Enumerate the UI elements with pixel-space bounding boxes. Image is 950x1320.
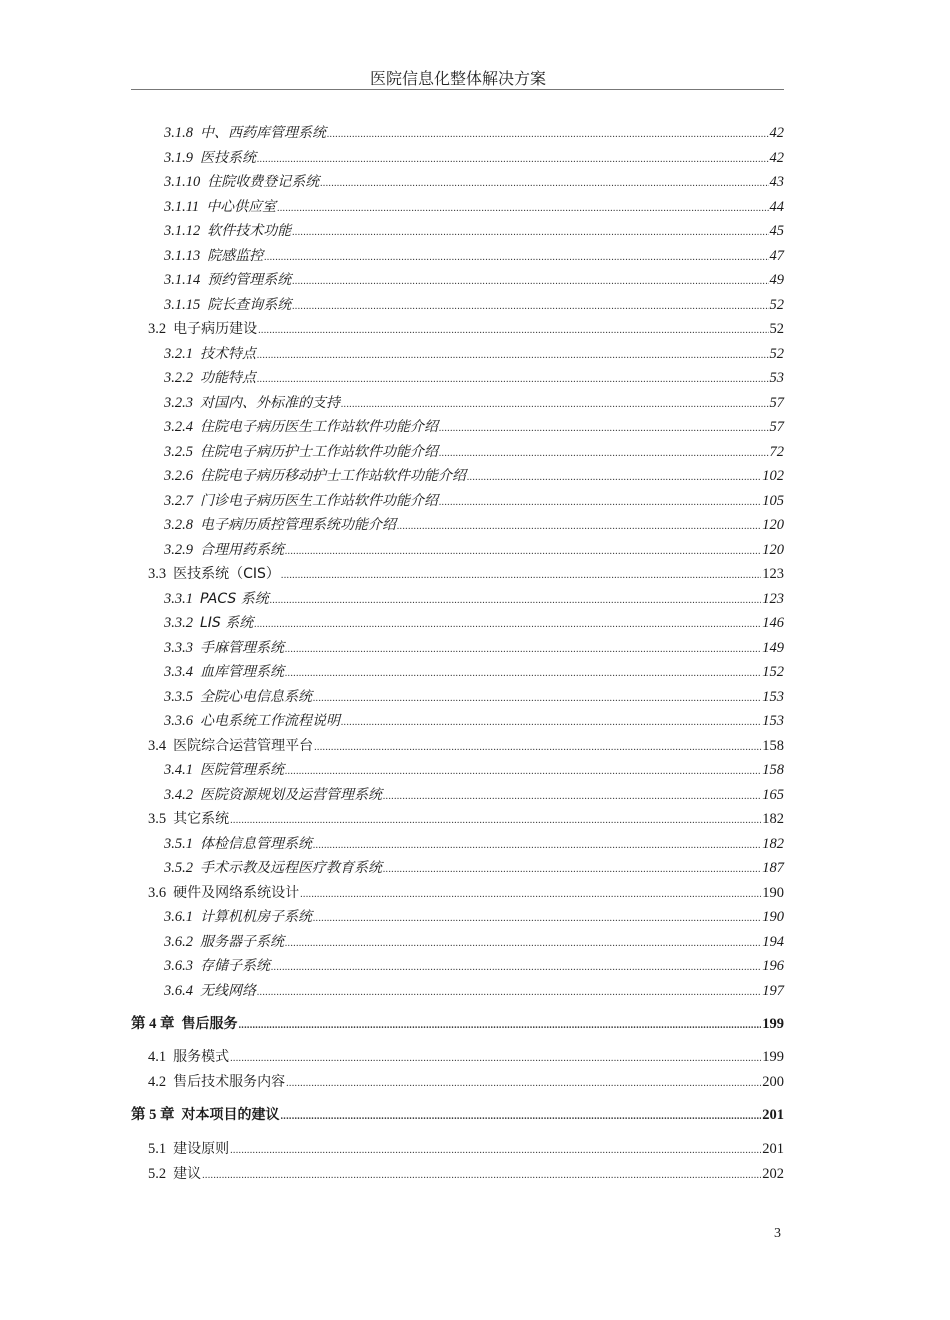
toc-entry-title: 电子病历质控管理系统功能介绍 bbox=[200, 517, 396, 533]
dot-leader bbox=[313, 906, 761, 930]
dot-leader bbox=[230, 1046, 761, 1070]
toc-entry-number: 3.2.4 bbox=[164, 419, 193, 435]
toc-entry[interactable] bbox=[131, 245, 784, 267]
dot-leader bbox=[270, 588, 762, 612]
toc-entry-page: 201 bbox=[762, 1107, 784, 1123]
toc-entry-title: 体检信息管理系统 bbox=[200, 835, 312, 852]
toc-entry-title: 院长查询系统 bbox=[207, 296, 292, 313]
toc-entry-page: 182 bbox=[762, 811, 784, 827]
toc-entry-number: 3.5 bbox=[148, 811, 167, 827]
dot-leader bbox=[292, 220, 768, 244]
toc-entry-page: 53 bbox=[769, 370, 784, 386]
toc-entry-page: 102 bbox=[762, 468, 784, 484]
toc-entry-number: 3.2.6 bbox=[164, 468, 193, 484]
toc-entry-title: 其它系统 bbox=[173, 811, 230, 827]
toc-entry-page: 153 bbox=[762, 688, 784, 705]
dot-leader bbox=[202, 1163, 761, 1187]
toc-entry-page: 42 bbox=[769, 125, 784, 141]
dot-leader bbox=[286, 1071, 761, 1095]
toc-entry-page: 190 bbox=[762, 884, 784, 901]
toc-entry[interactable] bbox=[131, 1163, 784, 1185]
toc-entry[interactable] bbox=[131, 955, 784, 977]
toc-entry-page: 52 bbox=[769, 296, 784, 313]
toc-entry-number: 3.3.1 bbox=[164, 590, 193, 607]
toc-entry-number: 5.2 bbox=[148, 1166, 167, 1182]
toc-entry[interactable] bbox=[131, 661, 784, 683]
toc-entry-title: 全院心电信息系统 bbox=[200, 688, 312, 705]
toc-entry[interactable] bbox=[131, 490, 784, 512]
toc-entry-page: 47 bbox=[769, 247, 784, 264]
page-header-title: 医院信息化整体解决方案 bbox=[369, 69, 546, 88]
toc-entry[interactable] bbox=[131, 588, 784, 610]
toc-entry-title: 对本项目的建议 bbox=[181, 1107, 280, 1123]
toc-entry-title: 预约管理系统 bbox=[207, 272, 292, 288]
toc-entry-page: 120 bbox=[762, 517, 784, 533]
toc-entry-number: 3.1.14 bbox=[164, 272, 201, 288]
toc-entry[interactable] bbox=[131, 1138, 784, 1160]
dot-leader bbox=[285, 539, 761, 563]
toc-entry-number: 3.4 bbox=[148, 737, 167, 754]
toc-entry-number: 3.2.1 bbox=[164, 345, 193, 362]
toc-entry[interactable] bbox=[131, 808, 784, 830]
toc-entry-title: 无线网络 bbox=[200, 982, 256, 999]
toc-entry-title: 医技系统（CIS） bbox=[173, 566, 280, 582]
toc-entry-title: 医院管理系统 bbox=[200, 762, 284, 778]
toc-entry-title: 住院电子病历护士工作站软件功能介绍 bbox=[200, 443, 438, 460]
toc-entry-number: 3.3.6 bbox=[164, 713, 193, 729]
toc-entry[interactable] bbox=[131, 416, 784, 438]
dot-leader bbox=[285, 661, 761, 685]
toc-entry-page: 196 bbox=[762, 958, 784, 974]
toc-entry-number: 3.6.3 bbox=[164, 958, 193, 974]
dot-leader bbox=[239, 1013, 762, 1037]
toc-entry[interactable] bbox=[131, 269, 784, 291]
toc-entry-title: 住院电子病历移动护士工作站软件功能介绍 bbox=[200, 468, 466, 484]
dot-leader bbox=[439, 490, 761, 514]
toc-entry-number: 3.1.9 bbox=[164, 149, 193, 166]
toc-entry[interactable] bbox=[131, 833, 784, 855]
toc-entry-title: 建议 bbox=[173, 1166, 202, 1182]
toc-entry-title: 合理用药系统 bbox=[200, 541, 284, 558]
toc-entry-title: 存储子系统 bbox=[200, 958, 270, 974]
dot-leader bbox=[271, 955, 761, 979]
dot-leader bbox=[230, 1138, 761, 1162]
toc-entry-page: 165 bbox=[762, 786, 784, 803]
toc-entry-number: 3.2.8 bbox=[164, 517, 193, 533]
toc-entry-title: 中、西药库管理系统 bbox=[200, 125, 326, 141]
toc-entry-number: 3.6.4 bbox=[164, 982, 193, 999]
toc-entry-title: 技术特点 bbox=[200, 345, 256, 362]
toc-entry[interactable] bbox=[131, 392, 784, 414]
dot-leader bbox=[313, 686, 761, 710]
dot-leader bbox=[327, 122, 769, 146]
dot-leader bbox=[285, 759, 761, 783]
dot-leader bbox=[313, 833, 761, 857]
toc-entry-number: 3.1.8 bbox=[164, 125, 193, 141]
toc-entry[interactable] bbox=[131, 710, 784, 732]
toc-entry-page: 57 bbox=[769, 394, 784, 411]
toc-entry-title: 电子病历建设 bbox=[173, 321, 258, 337]
toc-entry[interactable] bbox=[131, 441, 784, 463]
toc-entry-page: 43 bbox=[769, 174, 784, 190]
dot-leader bbox=[320, 171, 768, 195]
toc-entry-page: 57 bbox=[769, 419, 784, 435]
toc-entry[interactable] bbox=[131, 318, 784, 340]
toc-entry[interactable] bbox=[131, 882, 784, 904]
toc-entry[interactable] bbox=[131, 759, 784, 781]
toc-entry-number: 3.4.1 bbox=[164, 762, 193, 778]
toc-entry-title: 医院综合运营管理平台 bbox=[173, 737, 314, 754]
toc-entry[interactable] bbox=[131, 220, 784, 242]
toc-entry-page: 123 bbox=[762, 590, 784, 607]
toc-entry[interactable] bbox=[131, 1071, 784, 1093]
toc-entry-title: 服务器子系统 bbox=[200, 933, 284, 950]
toc-entry-page: 197 bbox=[762, 982, 784, 999]
toc-entry-title: 服务模式 bbox=[173, 1049, 230, 1065]
toc-entry-number: 3.6.2 bbox=[164, 933, 193, 950]
toc-entry[interactable] bbox=[131, 196, 784, 218]
toc-entry-page: 201 bbox=[762, 1141, 784, 1157]
toc-entry-number: 3.3 bbox=[148, 566, 167, 582]
toc-entry-number: 3.2.2 bbox=[164, 370, 193, 386]
toc-entry-number: 3.1.15 bbox=[164, 296, 201, 313]
toc-entry-page: 152 bbox=[762, 664, 784, 680]
toc-entry-number: 3.2.3 bbox=[164, 394, 193, 411]
dot-leader bbox=[292, 294, 768, 318]
toc-entry-number: 3.1.10 bbox=[164, 174, 201, 190]
toc-entry-title: 住院电子病历医生工作站软件功能介绍 bbox=[200, 419, 438, 435]
dot-leader bbox=[281, 1104, 762, 1128]
toc-entry[interactable] bbox=[131, 465, 784, 487]
dot-leader bbox=[285, 637, 761, 661]
toc-entry-page: 105 bbox=[762, 492, 784, 509]
toc-entry-title: 血库管理系统 bbox=[200, 664, 284, 680]
toc-entry[interactable] bbox=[131, 367, 784, 389]
toc-entry[interactable] bbox=[131, 343, 784, 365]
dot-leader bbox=[258, 318, 768, 342]
toc-entry-title: 建设原则 bbox=[173, 1141, 230, 1157]
toc-entry-title: 中心供应室 bbox=[206, 198, 277, 215]
toc-entry-number: 3.2.7 bbox=[164, 492, 193, 509]
toc-entry-number: 3.3.3 bbox=[164, 639, 193, 656]
toc-entry[interactable] bbox=[131, 980, 784, 1002]
toc-entry[interactable] bbox=[131, 906, 784, 928]
toc-entry-number: 3.3.2 bbox=[164, 615, 193, 631]
dot-leader bbox=[439, 441, 769, 465]
toc-entry[interactable] bbox=[131, 294, 784, 316]
toc-entry-page: 187 bbox=[762, 860, 784, 876]
toc-entry-number: 第 4 章 bbox=[131, 1016, 175, 1032]
header-rule bbox=[131, 89, 784, 90]
toc-entry-title: 门诊电子病历医生工作站软件功能介绍 bbox=[200, 492, 438, 509]
toc-entry-title: LIS 系统 bbox=[200, 615, 254, 631]
dot-leader bbox=[257, 147, 769, 171]
toc-entry-number: 第 5 章 bbox=[131, 1107, 175, 1123]
toc-entry-title: 对国内、外标准的支持 bbox=[200, 394, 340, 411]
toc-entry[interactable] bbox=[131, 784, 784, 806]
toc-entry[interactable] bbox=[131, 514, 784, 536]
page-number: 3 bbox=[774, 1226, 781, 1241]
toc-entry-title: 手麻管理系统 bbox=[200, 639, 284, 656]
toc-entry-page: 202 bbox=[762, 1166, 784, 1182]
toc-entry-number: 3.2 bbox=[148, 321, 167, 337]
toc-entry[interactable] bbox=[131, 1046, 784, 1068]
dot-leader bbox=[439, 416, 769, 440]
toc-entry-title: 心电系统工作流程说明 bbox=[200, 713, 340, 729]
dot-leader bbox=[300, 882, 761, 906]
dot-leader bbox=[281, 563, 761, 587]
dot-leader bbox=[467, 465, 761, 489]
toc-entry-title: 售后技术服务内容 bbox=[173, 1074, 286, 1090]
toc-entry-number: 4.1 bbox=[148, 1049, 167, 1065]
dot-leader bbox=[285, 931, 761, 955]
toc-entry-page: 123 bbox=[762, 566, 784, 582]
toc-entry-page: 44 bbox=[769, 198, 784, 215]
toc-entry-page: 200 bbox=[762, 1074, 784, 1090]
toc-entry-page: 52 bbox=[769, 321, 784, 337]
toc-entry-number: 3.6.1 bbox=[164, 909, 193, 925]
toc-entry[interactable] bbox=[131, 637, 784, 659]
toc-entry-page: 72 bbox=[769, 443, 784, 460]
toc-entry[interactable] bbox=[131, 686, 784, 708]
toc-entry-page: 182 bbox=[762, 835, 784, 852]
toc-entry-page: 158 bbox=[762, 762, 784, 778]
toc-entry-title: 医技系统 bbox=[200, 149, 256, 166]
toc-entry-number: 3.5.1 bbox=[164, 835, 193, 852]
toc-entry[interactable] bbox=[131, 735, 784, 757]
toc-entry-number: 3.1.12 bbox=[164, 223, 201, 239]
toc-entry[interactable] bbox=[131, 171, 784, 193]
toc-entry-number: 3.3.4 bbox=[164, 664, 193, 680]
toc-entry[interactable] bbox=[131, 563, 784, 585]
toc-entry-number: 3.2.9 bbox=[164, 541, 193, 558]
toc-entry-number: 3.6 bbox=[148, 884, 167, 901]
toc-entry-title: 院感监控 bbox=[207, 247, 264, 264]
toc-entry-number: 3.1.11 bbox=[164, 198, 200, 215]
toc-entry-title: 售后服务 bbox=[181, 1016, 238, 1032]
dot-leader bbox=[314, 735, 761, 759]
toc-entry-number: 3.3.5 bbox=[164, 688, 193, 705]
toc-entry-title: 硬件及网络系统设计 bbox=[173, 884, 300, 901]
toc-entry-title: 软件技术功能 bbox=[207, 223, 292, 239]
toc-entry-page: 194 bbox=[762, 933, 784, 950]
toc-entry-title: 功能特点 bbox=[200, 370, 256, 386]
toc-entry-page: 146 bbox=[762, 615, 784, 631]
toc-entry-page: 52 bbox=[769, 345, 784, 362]
toc-entry-page: 190 bbox=[762, 909, 784, 925]
dot-leader bbox=[292, 269, 768, 293]
toc-entry-page: 120 bbox=[762, 541, 784, 558]
dot-leader bbox=[277, 196, 768, 220]
toc-entry-title: 计算机机房子系统 bbox=[200, 909, 312, 925]
dot-leader bbox=[397, 514, 761, 538]
dot-leader bbox=[257, 343, 769, 367]
dot-leader bbox=[254, 612, 761, 636]
toc-entry-page: 42 bbox=[769, 149, 784, 166]
toc-entry[interactable] bbox=[131, 147, 784, 169]
toc-entry[interactable] bbox=[131, 122, 784, 144]
dot-leader bbox=[383, 784, 761, 808]
toc-entry-title: PACS 系统 bbox=[200, 590, 269, 607]
toc-entry-number: 3.4.2 bbox=[164, 786, 193, 803]
toc-entry[interactable] bbox=[131, 539, 784, 561]
toc-entry[interactable] bbox=[131, 1013, 784, 1035]
dot-leader bbox=[341, 392, 769, 416]
dot-leader bbox=[230, 808, 761, 832]
toc-entry-page: 199 bbox=[762, 1016, 784, 1032]
toc-entry-page: 199 bbox=[762, 1049, 784, 1065]
dot-leader bbox=[257, 367, 769, 391]
dot-leader bbox=[341, 710, 761, 734]
toc-entry-number: 4.2 bbox=[148, 1074, 167, 1090]
toc-entry-page: 153 bbox=[762, 713, 784, 729]
dot-leader bbox=[264, 245, 768, 269]
dot-leader bbox=[383, 857, 761, 881]
toc-entry[interactable] bbox=[131, 1104, 784, 1126]
toc-entry[interactable] bbox=[131, 857, 784, 879]
toc-entry-number: 3.1.13 bbox=[164, 247, 201, 264]
toc-entry-page: 45 bbox=[769, 223, 784, 239]
toc-entry[interactable] bbox=[131, 931, 784, 953]
toc-entry-title: 医院资源规划及运营管理系统 bbox=[200, 786, 382, 803]
toc-entry-page: 149 bbox=[762, 639, 784, 656]
toc-entry-number: 5.1 bbox=[148, 1141, 167, 1157]
toc-entry-title: 住院收费登记系统 bbox=[207, 174, 320, 190]
toc-entry-number: 3.5.2 bbox=[164, 860, 193, 876]
toc-entry-page: 49 bbox=[769, 272, 784, 288]
dot-leader bbox=[257, 980, 761, 1004]
toc-entry-number: 3.2.5 bbox=[164, 443, 193, 460]
toc-entry[interactable] bbox=[131, 612, 784, 634]
toc-entry-page: 158 bbox=[762, 737, 784, 754]
toc-entry-title: 手术示教及远程医疗教育系统 bbox=[200, 860, 382, 876]
